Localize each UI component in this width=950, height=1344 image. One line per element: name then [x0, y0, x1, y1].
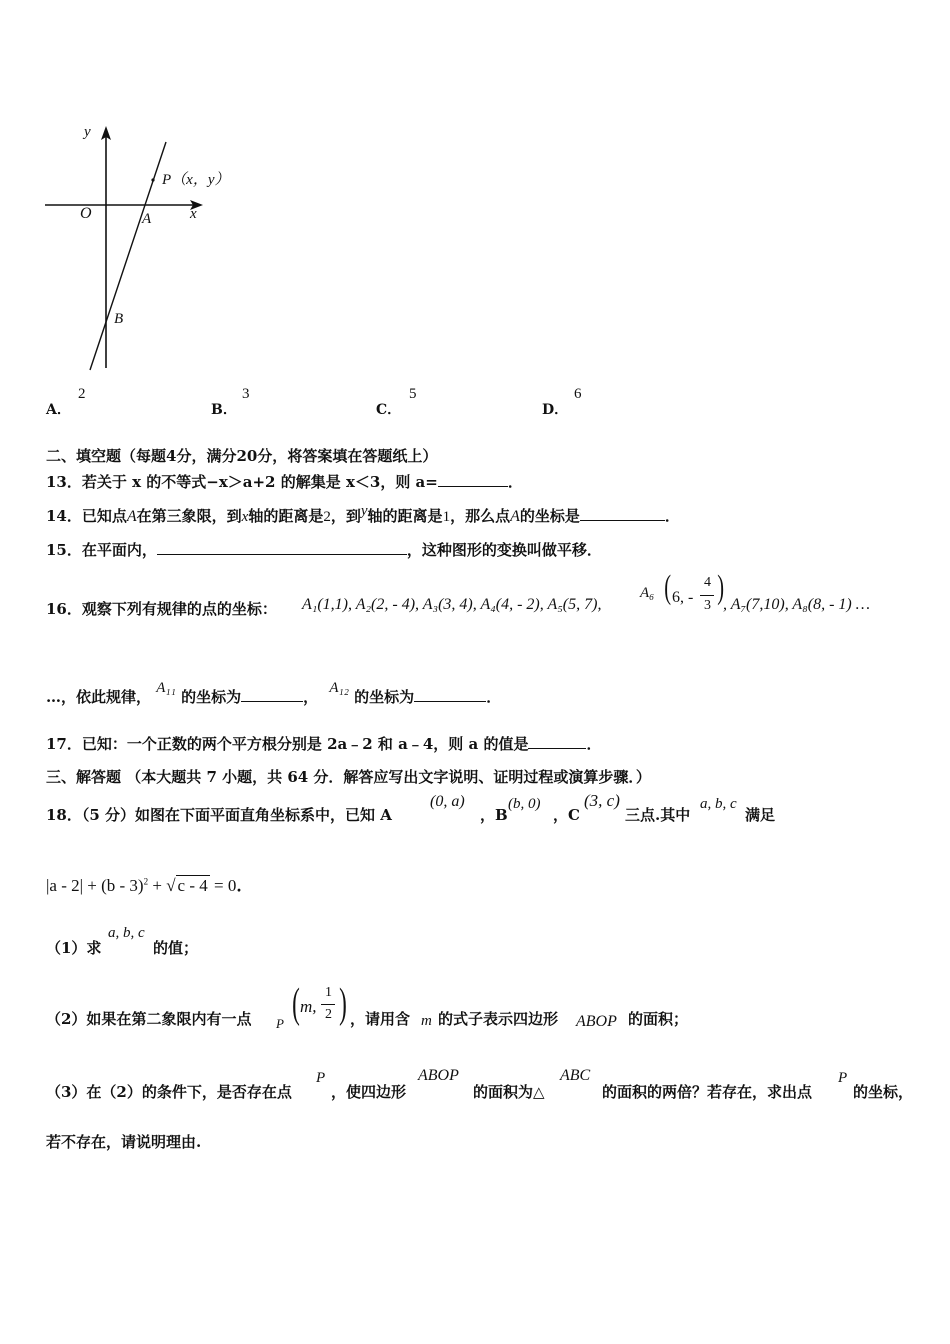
choice-d-value: 6: [574, 386, 582, 402]
q16-a12-label: A₁₂: [329, 680, 349, 696]
q18-sub3-abc: ABC: [560, 1067, 591, 1084]
q18-b-label: ，B: [480, 806, 508, 824]
q14-end: ．: [664, 507, 680, 525]
q14-x-var: x: [241, 509, 249, 525]
q18-sub3-abop: ABOP: [418, 1067, 459, 1084]
section-3-title: 三、解答题 （本大题共 7 小题，共 64 分．解答应写出文字说明、证明过程或演算步骤．）: [46, 768, 651, 786]
figure-point-b-label: B: [114, 311, 124, 327]
q18-sub2-numerator: 1: [325, 985, 332, 1000]
q18-eq-radicand: c - 4: [177, 876, 208, 895]
question-15: [46, 539, 602, 560]
figure-point-p-label: P（x，y）: [162, 172, 230, 188]
section-2-title: 二、填空题（每题4分，满分20分，将答案填在答题纸上）: [46, 447, 438, 465]
q16-a6-numerator: 4: [704, 575, 711, 590]
q16-a11-answer-blank[interactable]: [241, 687, 303, 702]
q18-three-points: 三点.其中: [625, 806, 691, 824]
q18-sub3-line2: 若不存在，请说明理由.: [46, 1133, 202, 1151]
q18-eq-left: |a - 2| + (b - 3): [46, 876, 144, 895]
q18-sub3-p: P: [316, 1070, 326, 1086]
q16-a6-label: A₆: [640, 585, 655, 601]
q18-sub2-part4: 的面积；: [628, 1010, 689, 1028]
choice-a-value: 2: [78, 386, 86, 402]
q16-a6-paren-right: ): [717, 569, 725, 606]
q18-abc-vars: a, b, c: [700, 796, 737, 812]
question-13: [46, 471, 523, 492]
q18-sub2-m2: m: [421, 1013, 432, 1029]
q18-sub3-prefix: （3）在（2）的条件下，是否存在点: [46, 1083, 292, 1101]
q18-sub2-denominator: 2: [325, 1007, 332, 1022]
q18-sub3-p2: P: [838, 1070, 848, 1086]
q16-a6-denominator: 3: [704, 598, 711, 613]
q18-c-label: ，C: [553, 806, 580, 824]
q16-a12-answer-blank[interactable]: [414, 687, 486, 702]
choice-c-value: 5: [409, 386, 417, 402]
q17-text: 17．已知：一个正数的两个平方根分别是 2a﹣2 和 a﹣4，则 a 的值是: [46, 735, 529, 753]
coordinate-figure: [40, 120, 260, 375]
q16-end: ．: [486, 688, 502, 706]
q13-end: ．: [507, 473, 523, 491]
q16-a6-paren-left: (: [664, 569, 672, 606]
q15-part: ，这种图形的变换叫做平移．: [406, 541, 602, 559]
q17-end: ．: [586, 735, 602, 753]
q14-part: 的坐标是: [519, 507, 580, 525]
figure-origin-label: O: [80, 205, 92, 222]
q18-sub2-prefix: （2）如果在第二象限内有一点: [46, 1010, 252, 1028]
choice-c-letter: C．: [376, 402, 402, 418]
q18-b-coord: (b, 0): [508, 796, 541, 812]
q16-intro: 16．观察下列有规律的点的坐标：: [46, 600, 277, 618]
q18-sub3-part5: 的坐标，: [853, 1083, 914, 1101]
q18-sub3-part2: ，使四边形: [331, 1083, 407, 1101]
q16-a6-fraction-bar: [700, 595, 714, 596]
q18-sub1-prefix: （1）求: [46, 939, 102, 957]
q14-answer-blank[interactable]: [580, 506, 665, 521]
q18-eq-exponent: 2: [143, 876, 149, 887]
q16-a6-x: 6, -: [672, 589, 694, 606]
q14-point-a-2: A: [510, 508, 520, 525]
q18-equation: [46, 871, 253, 896]
q18-eq-right: = 0: [214, 876, 237, 895]
q16-a11-label: A₁₁: [156, 680, 176, 696]
q13-answer-blank[interactable]: [438, 472, 508, 487]
q15-answer-blank[interactable]: [157, 540, 407, 555]
q14-part: 在第三象限，到: [136, 507, 242, 525]
q14-part: ，到: [330, 507, 361, 525]
figure-axis-x-label: x: [190, 206, 197, 222]
question-17: [46, 733, 601, 754]
q18-sub2-paren-left: (: [292, 981, 300, 1027]
q18-sub3-part3: 的面积为△: [473, 1083, 545, 1101]
point-p-dot: [151, 178, 154, 181]
line-ab: [90, 142, 166, 370]
figure-point-a-label: A: [142, 211, 152, 227]
q14-part: 轴的距离是: [367, 507, 443, 525]
q14-two: 2: [323, 509, 331, 525]
choice-d-letter: D．: [542, 402, 569, 418]
q16-sequence-part2: , A₇(7,10), A₈(8, - 1) …: [723, 596, 870, 613]
q18-a-coord: (0, a): [430, 793, 465, 810]
q14-y-var: y: [360, 503, 368, 519]
q18-intro: 18．（5 分）如图在下面平面直角坐标系中，已知 A: [46, 806, 392, 824]
q16-line2-part: 的坐标为: [354, 688, 415, 706]
q18-sub2-part3: 的式子表示四边形: [438, 1010, 559, 1028]
q18-eq-end: ．: [236, 876, 254, 895]
q18-sub2-p: P: [276, 1016, 284, 1031]
q14-part: 14．已知点: [46, 507, 127, 525]
choice-b-letter: B．: [211, 402, 237, 418]
q18-sub1-abc: a, b, c: [108, 925, 145, 941]
q16-sequence-part1: A₁(1,1), A₂(2, - 4), A₃(3, 4), A₄(4, - 2), A₅(5, 7),: [302, 596, 602, 613]
q18-sub2-paren-right: ): [339, 981, 347, 1027]
q16-line2: [46, 680, 502, 707]
q18-c-coord: (3, c): [584, 791, 620, 810]
q18-satisfy: 满足: [745, 806, 776, 824]
q17-answer-blank[interactable]: [528, 734, 586, 749]
q18-sub1-suffix: 的值；: [153, 939, 199, 957]
q18-sub2-part2: ，请用含: [350, 1010, 411, 1028]
q18-eq-sqrt-icon: √: [166, 876, 176, 895]
q14-part: 轴的距离是: [248, 507, 324, 525]
q16-line2-part: 的坐标为: [181, 688, 242, 706]
q16-line2-part: ，: [303, 688, 319, 706]
q14-part: ，那么点: [450, 507, 511, 525]
q16-line2-part: …，依此规律，: [46, 688, 152, 706]
q14-one: 1: [442, 509, 451, 525]
q14-point-a: A: [126, 508, 137, 525]
q18-sub2-abop: ABOP: [576, 1013, 617, 1030]
choice-a-letter: A．: [46, 402, 71, 418]
q15-part: 15．在平面内，: [46, 541, 157, 559]
choice-b-value: 3: [242, 386, 250, 402]
q18-sub2-m: m,: [300, 997, 317, 1016]
question-14: [46, 505, 680, 526]
q18-sub3-part4: 的面积的两倍？若存在，求出点: [602, 1083, 813, 1101]
q18-sub2-fraction-bar: [321, 1004, 335, 1005]
q18-eq-plus: +: [152, 876, 162, 895]
q13-text: 13．若关于 x 的不等式−x＞a+2 的解集是 x＜3，则 a=: [46, 473, 438, 491]
figure-axis-y-label: y: [84, 124, 91, 140]
